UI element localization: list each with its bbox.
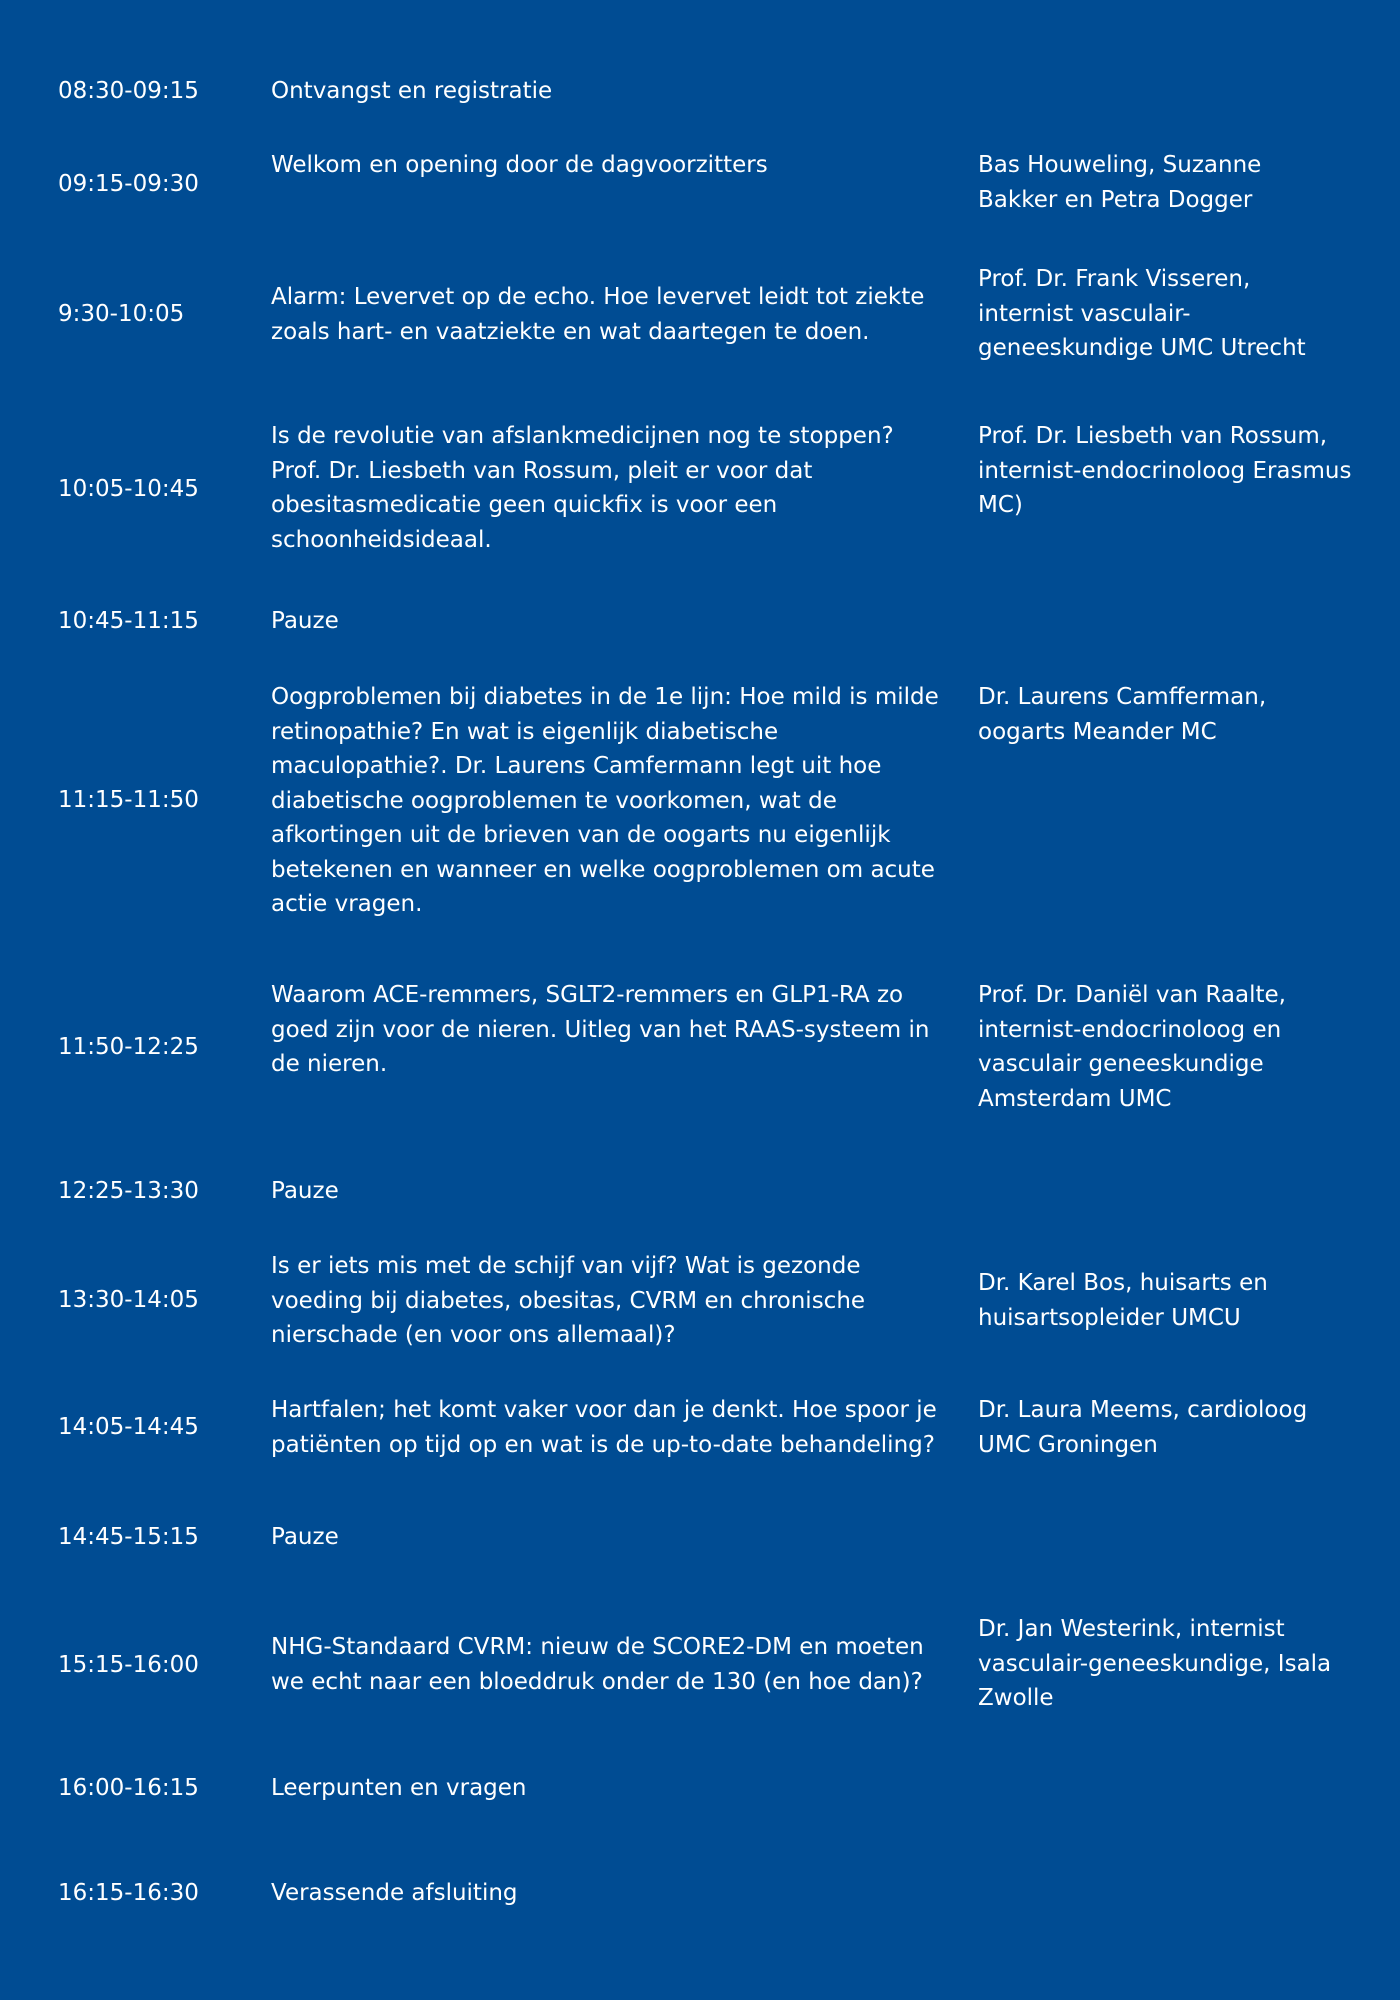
session-time: 15:15-16:00	[58, 1652, 199, 1678]
session-speaker: Dr. Karel Bos, huisarts en huisartsopleider UMCU	[978, 1270, 1268, 1331]
session-time: 12:25-13:30	[58, 1178, 199, 1204]
session-speaker: Prof. Dr. Daniël van Raalte, internist-endocrinoloog en vasculair geneeskundige Amsterdam UMC	[978, 982, 1286, 1112]
session-time: 16:15-16:30	[58, 1880, 199, 1906]
session-time: 11:15-11:50	[58, 787, 199, 813]
session-topic: Hartfalen; het komt vaker voor dan je denkt. Hoe spoor je patiënten op tijd op en wat is de up-to-date behandeling?	[271, 1397, 937, 1458]
session-topic: Verassende afsluiting	[271, 1880, 518, 1906]
session-speaker: Dr. Jan Westerink, internist vasculair-geneeskundige, Isala Zwolle	[978, 1616, 1332, 1711]
session-time: 13:30-14:05	[58, 1287, 199, 1313]
session-topic: Pauze	[271, 608, 339, 634]
session-topic: NHG-Standaard CVRM: nieuw de SCORE2-DM en moeten we echt naar een bloeddruk onder de 130 (en hoe dan)?	[271, 1634, 924, 1695]
session-topic: Ontvangst en registratie	[271, 78, 553, 104]
session-time: 10:45-11:15	[58, 608, 199, 634]
session-speaker: Prof. Dr. Frank Visseren, internist vasculair-geneeskundige UMC Utrecht	[978, 266, 1306, 361]
session-speaker: Prof. Dr. Liesbeth van Rossum, internist-endocrinoloog Erasmus MC)	[978, 423, 1352, 518]
session-speaker: Dr. Laura Meems, cardioloog UMC Groningen	[978, 1397, 1308, 1458]
session-topic: Oogproblemen bij diabetes in de 1e lijn: Hoe mild is milde retinopathie? En wat is eigenlijk diabetische maculopathie?. Dr. Laurens Camfermann legt uit hoe diabetische oogproblemen te voorkomen, wat de afkortingen uit de brieven van de oogarts nu eigenlijk betekenen en wanneer en welke oogproblemen om acute actie vragen.	[271, 684, 939, 917]
session-topic: Leerpunten en vragen	[271, 1775, 527, 1801]
session-topic: Pauze	[271, 1178, 339, 1204]
session-time: 08:30-09:15	[58, 78, 199, 104]
session-time: 14:05-14:45	[58, 1414, 199, 1440]
session-time: 11:50-12:25	[58, 1034, 199, 1060]
session-time: 10:05-10:45	[58, 476, 199, 502]
session-time: 9:30-10:05	[58, 301, 185, 327]
session-time: 09:15-09:30	[58, 171, 199, 197]
session-topic: Alarm: Levervet op de echo. Hoe levervet leidt tot ziekte zoals hart- en vaatziekte en wat daartegen te doen.	[271, 284, 925, 345]
session-topic: Pauze	[271, 1524, 339, 1550]
session-topic: Is er iets mis met de schijf van vijf? Wat is gezonde voeding bij diabetes, obesitas, CVRM en chronische nierschade (en voor ons allemaal)?	[271, 1253, 866, 1348]
session-topic: Is de revolutie van afslankmedicijnen nog te stoppen? Prof. Dr. Liesbeth van Rossum, pleit er voor dat obesitasmedicatie geen quickfix is voor een schoonheidsideaal.	[271, 423, 894, 553]
session-speaker: Dr. Laurens Camfferman, oogarts Meander MC	[978, 684, 1267, 745]
session-topic: Welkom en opening door de dagvoorzitters	[271, 152, 768, 178]
session-time: 14:45-15:15	[58, 1524, 199, 1550]
session-topic: Waarom ACE-remmers, SGLT2-remmers en GLP1-RA zo goed zijn voor de nieren. Uitleg van het RAAS-systeem in de nieren.	[271, 982, 930, 1077]
session-time: 16:00-16:15	[58, 1775, 199, 1801]
session-speaker: Bas Houweling, Suzanne Bakker en Petra Dogger	[978, 152, 1262, 213]
